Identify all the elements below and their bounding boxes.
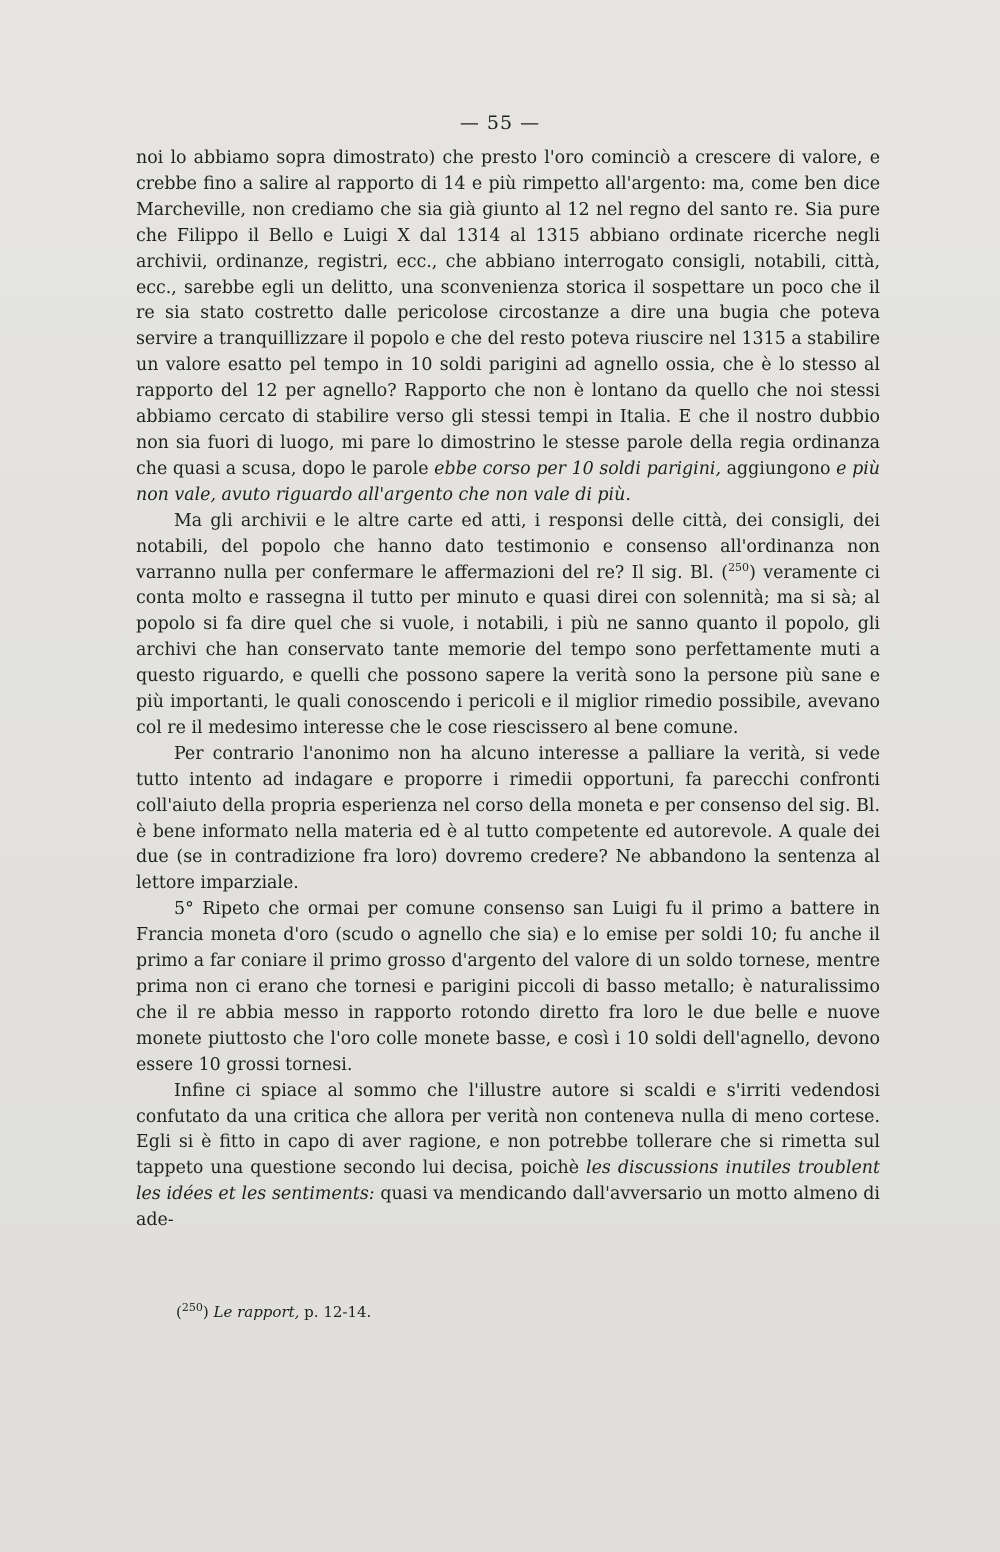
footnote-open: ( xyxy=(176,1303,182,1321)
paragraph-2-text-a: Ma gli archivii e le altre carte ed atti, i responsi delle città, dei consigli, dei notabili, del popolo che hanno dato testimonio e consenso all'ordinanza non varranno nulla per confermare le affermazioni del re? Il sig. Bl. ( xyxy=(136,510,880,583)
main-text xyxy=(136,146,880,1234)
paragraph-1-text-a: noi lo abbiamo sopra dimostrato) che presto l'oro cominciò a crescere di valore, e crebbe fino a salire al rapporto di 14 e più rimpetto all'argento: ma, come ben dice Marcheville, non crediamo che sia già giunto al 12 nel regno del santo re. Sia pure che Filippo il Bello e Luigi X dal 1314 al 1315 abbiano ordinate ricerche negli archivii, ordinanze, registri, ecc., che abbiano interrogato consigli, notabili, città, ecc., sarebbe egli un delitto, una sconvenienza storica il sospettare un poco che il re sia stato costretto dalle pericolose circostanze a dire una bugia che poteva servire a tranquillizzare il popolo e che del resto poteva riuscire nel 1315 a stabilire un valore esatto pel tempo in 10 soldi parigini ad agnello ossia, che è lo stesso al rapporto del 12 per agnello? Rapporto che non è lontano da quello che noi stessi abbiamo cercato di stabilire verso gli stessi tempi in Italia. E che il nostro dubbio non sia fuori di luogo, mi pare lo dimostrino le stesse parole della regia ordinanza che quasi a scusa, dopo le parole xyxy=(136,148,880,479)
footnote-reference: 250 xyxy=(728,560,750,574)
footnote-reference-title: Le rapport, xyxy=(213,1303,300,1321)
paragraph-5 xyxy=(136,1079,880,1234)
paragraph-5-text-b: quasi va mendicando dall'avversario un motto almeno di ade- xyxy=(136,1184,880,1231)
paragraph-4: 5° Ripeto che ormai per comune consenso san Luigi fu il primo a battere in Francia moneta d'oro (scudo o agnello che sia) e lo emise per soldi 10; fu anche il primo a far coniare il primo grosso d'argento del valore di un soldo tornese, mentre prima non ci erano che tornesi e parigini piccoli di basso metallo; è naturalissimo che il re abbia messo in rapporto rotondo diretto fra loro le due belle e nuove monete piuttosto che l'oro colle monete basse, e così i 10 soldi dell'agnello, devono essere 10 grossi tornesi. xyxy=(136,899,880,1075)
paragraph-2-text-b: ) veramente ci conta molto e rassegna il tutto per minuto e quasi direi con solennità; ma si sà; al popolo si fa dire quel che si vuole, i notabili, i più ne sanno quanto il popolo, gli archivi che han conservato tante memorie del tempo sono perfettamente muti a questo riguardo, e quelli che possono sapere la verità sono la persone più sane e più importanti, le quali conoscendo i pericoli e il miglior rimedio possibile, avevano col re il medesimo interesse che le cose riescissero al bene comune. xyxy=(136,562,880,738)
footnote-close: ) xyxy=(202,1303,214,1321)
paragraph-2 xyxy=(136,509,880,742)
paragraph-1-quote-a: ebbe corso per 10 soldi parigini, xyxy=(434,458,721,479)
paragraph-1-text-b: aggiungono xyxy=(721,458,837,479)
page-number: — 55 — xyxy=(459,112,541,134)
footnote xyxy=(176,1302,880,1322)
paragraph-3: Per contrario l'anonimo non ha alcuno interesse a palliare la verità, si vede tutto intento ad indagare e proporre i rimedii opportuni, fa parecchi confronti coll'aiuto della propria esperienza nel corso della moneta e per consenso del sig. Bl. è bene informato nella materia ed è al tutto competente ed autorevole. A quale dei due (se in contradizione fra loro) dovremo credere? Ne abbandono la sentenza al lettore imparziale. xyxy=(136,743,880,894)
paragraph-5-text-a: Infine ci spiace al sommo che l'illustre autore si scaldi e s'irriti vedendosi confutato da una critica che allora per verità non conteneva nulla di meno cortese. Egli si è fitto in capo di aver ragione, e non potrebbe tollerare che si rimetta sul tappeto una questione secondo lui decisa, poichè xyxy=(136,1080,880,1179)
paragraph-1 xyxy=(136,146,880,509)
footnote-number: 250 xyxy=(181,1301,203,1314)
paragraph-5-quote: les discussions inutiles troublent les idées et les sentiments: xyxy=(136,1158,880,1205)
paragraph-1-quote-b: e più non vale, avuto riguardo all'argento che non vale di più. xyxy=(136,458,880,505)
footnote-pages: p. 12-14. xyxy=(299,1303,372,1321)
